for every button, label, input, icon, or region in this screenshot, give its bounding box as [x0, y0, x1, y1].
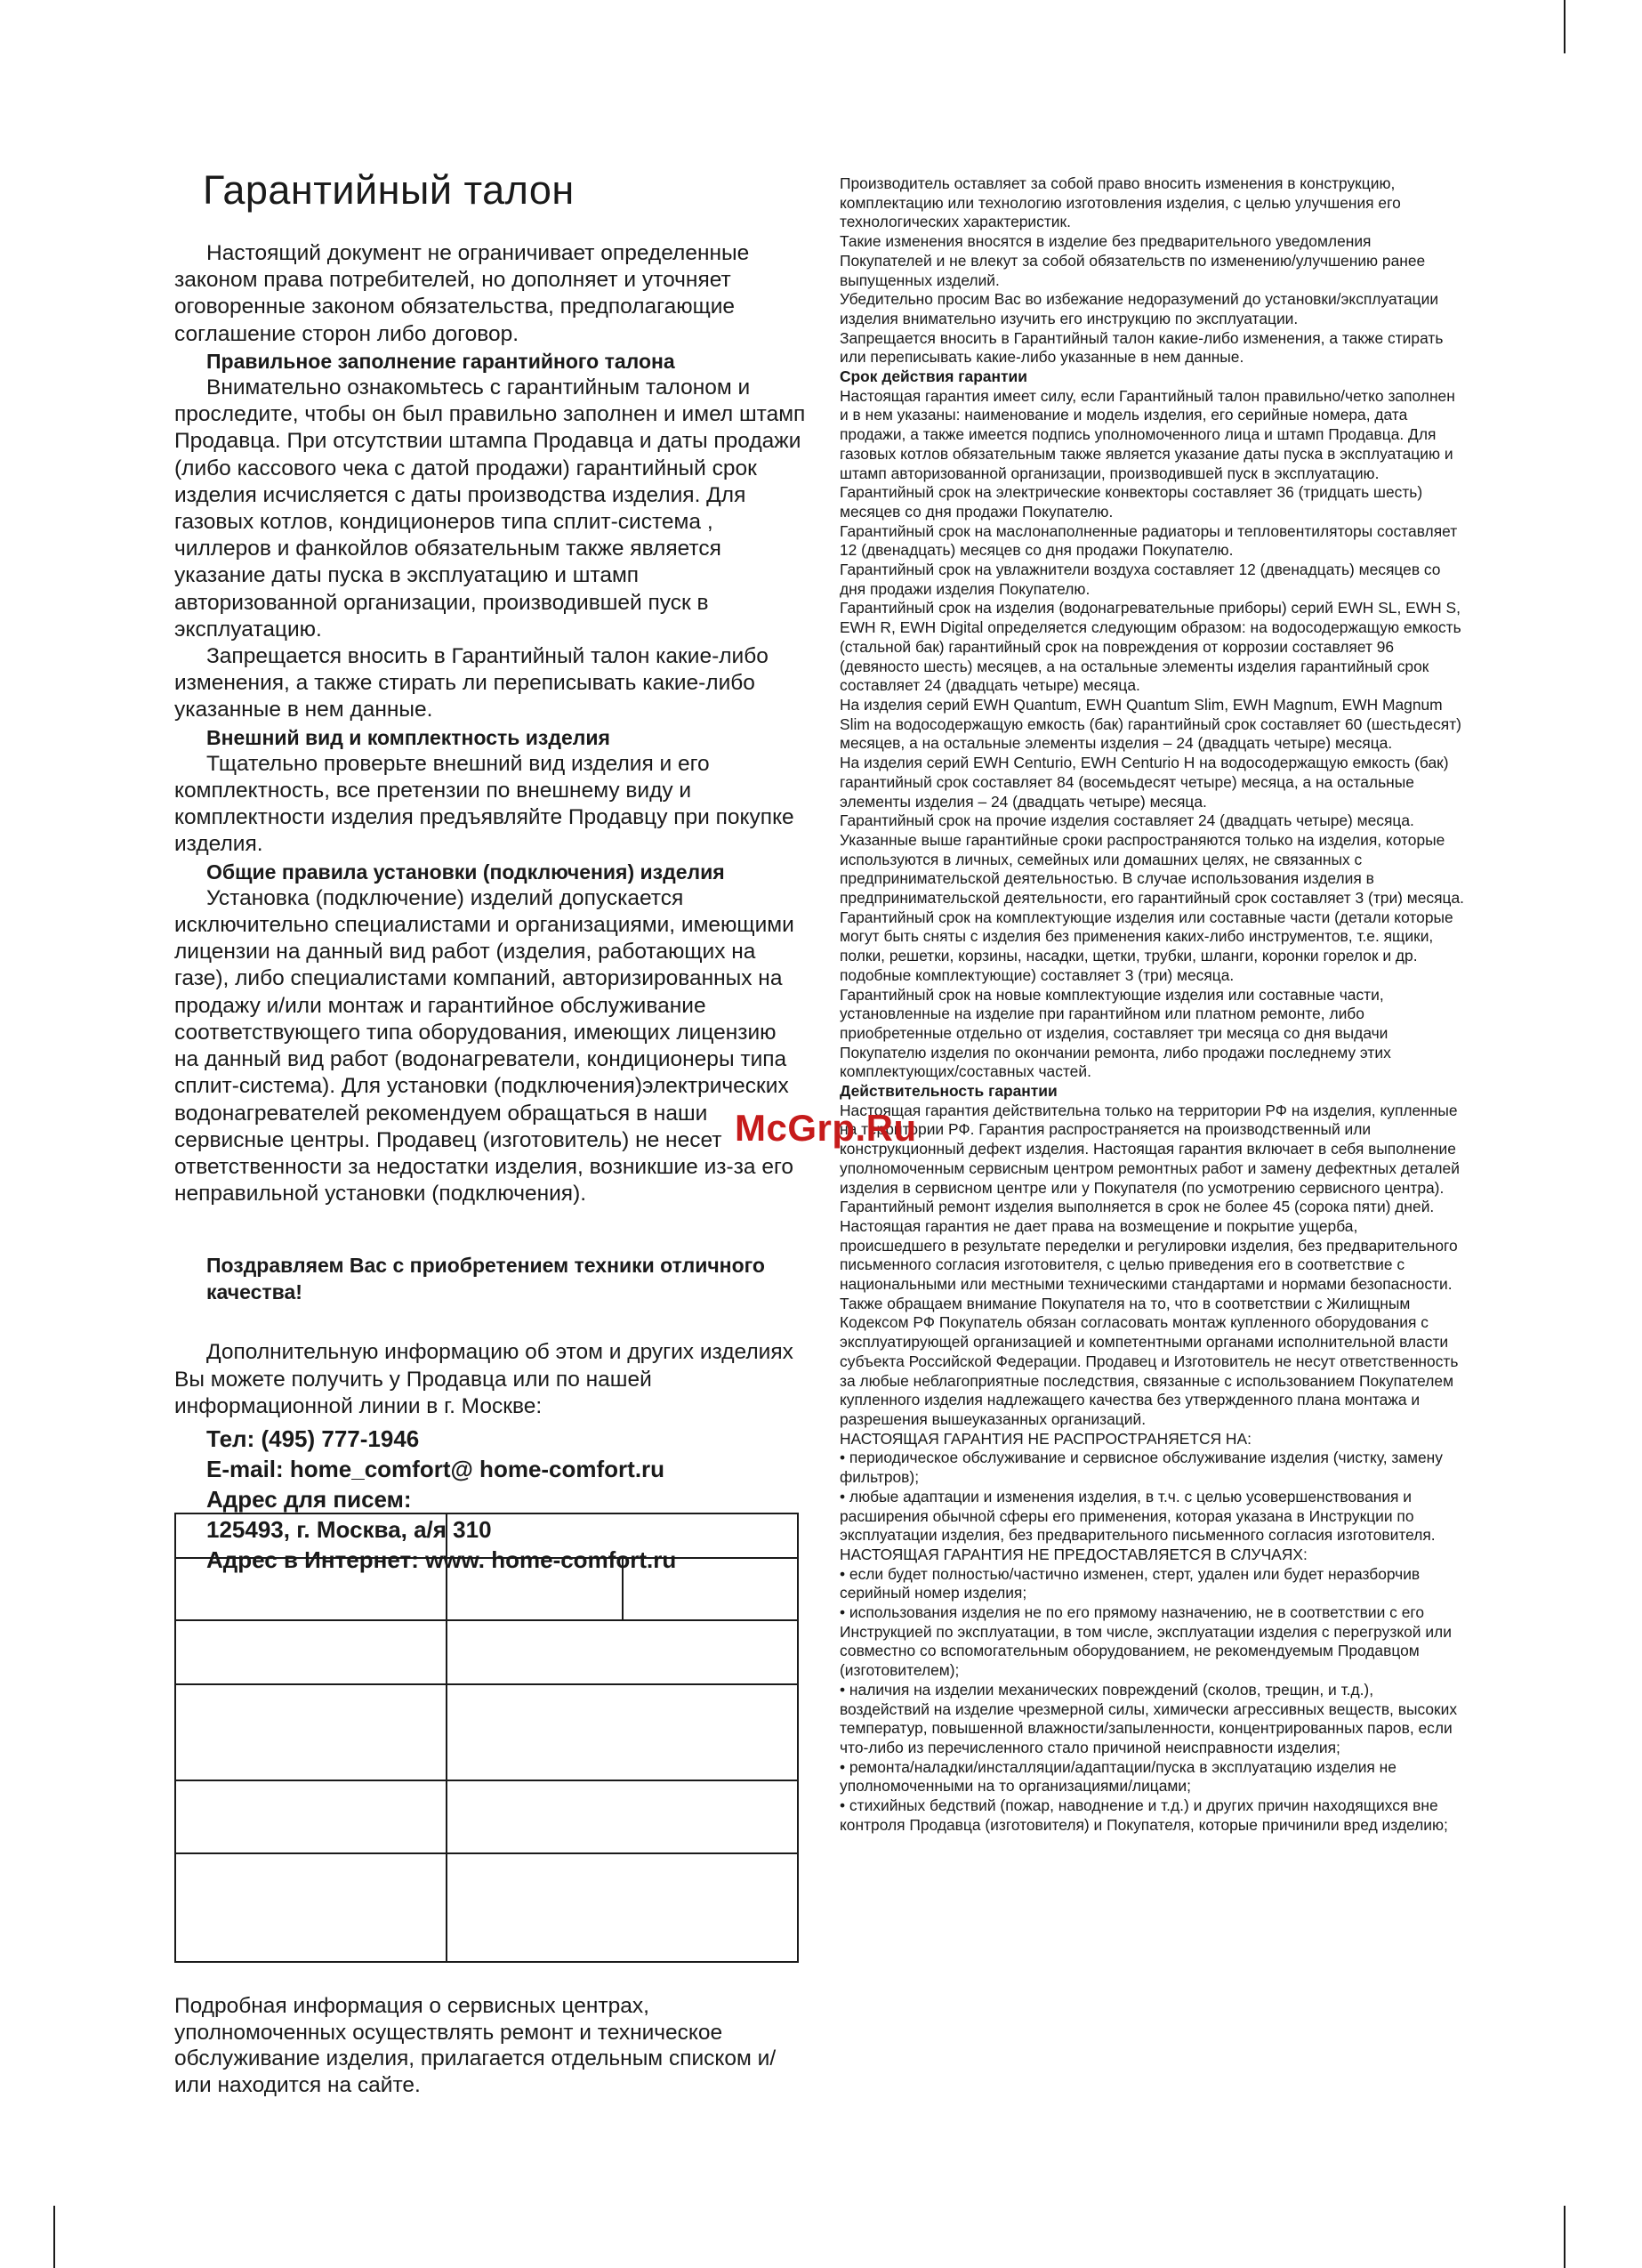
left-column	[174, 240, 806, 1575]
crop-mark-top-right	[1564, 0, 1566, 53]
contact-address-label: Адрес для писем:	[206, 1485, 412, 1513]
contact-email: E-mail: home_comfort@ home-comfort.ru	[206, 1455, 665, 1482]
not-covered-list	[840, 1449, 1466, 1546]
table-row-divider	[176, 1619, 797, 1621]
list-item: • если будет полностью/частично изменен, стерт, удален или будет неразборчив серийный номер изделия;	[840, 1564, 1421, 1602]
table-row-divider	[176, 1557, 797, 1559]
table-column-divider	[446, 1514, 447, 1963]
section-heading-appearance: Внешний вид и комплектность изделия	[206, 725, 610, 749]
section-heading-filling: Правильное заполнение гарантийного талона	[206, 349, 675, 373]
list-item: • ремонта/наладки/инсталляции/адаптации/пуска в эксплуатацию изделия не уполномоченными на то организациями/лицами;	[840, 1757, 1397, 1796]
components-term-paragraph: Гарантийный срок на комплектующие изделия или составные части (детали которые могут быть сняты с изделия без применения каких-либо инструментов, т.е. ящики, полки, решетки, корзины, насадки, щетки, трубки, шланги, коронки горелок и др. подобные комплектующие) составляет 3 (три) месяца.	[840, 908, 1453, 984]
changes-paragraph: Такие изменения вносятся в изделие без предварительного уведомления Покупателей и не влекут за собой обязательств по изменению/улучшению ранее выпущенных изделий.	[840, 232, 1426, 289]
list-item: • стихийных бедствий (пожар, наводнение и т.д.) и других причин находящихся вне контроля Продавца (изготовителя) и Покупателя, которые причинили вред изделию;	[840, 1796, 1448, 1834]
list-item: • наличия на изделии механических повреждений (сколов, трещин, и т.д.), воздействий на изделие чрезмерной силы, химически агрессивных веществ, высоких температур, повышенной влажности/запыленности, концентрированных паров, если что-либо из перечисленного стало причиной неисправности изделия;	[840, 1680, 1458, 1756]
page-title: Гарантийный талон	[203, 167, 575, 213]
table-row-divider	[176, 1683, 797, 1685]
crop-mark-bottom-left	[53, 2206, 55, 2268]
appearance-paragraph: Тщательно проверьте внешний вид изделия и его комплектность, все претензии по внешнему виду и комплектности изделия предъявляйте Продавцу при покупке изделия.	[174, 751, 794, 857]
business-use-paragraph: Указанные выше гарантийные сроки распространяются только на изделия, которые используются в личных, семейных или домашних целях, не связанных с предпринимательской деятельностью. В случае использования изделия в предпринимательской деятельности, его гарантийный срок составляет 3 (три) месяца.	[840, 830, 1465, 908]
warranty-fill-table	[174, 1513, 799, 1963]
service-centers-note: Подробная информация о сервисных центрах, уполномоченных осуществлять ремонт и техническое обслуживание изделия, прилагается отдельным списком и/или находится на сайте.	[174, 1994, 777, 2097]
rights-paragraph: Производитель оставляет за собой право вносить изменения в конструкцию, комплектацию или технологию изготовления изделия, с целью улучшения его технологических характеристик.	[840, 174, 1401, 231]
filling-paragraph: Внимательно ознакомьтесь с гарантийным талоном и проследите, чтобы он был правильно заполнен и имел штамп Продавца. При отсутствии штампа Продавца и даты продажи (либо кассового чека с датой продажи) гарантийный срок изделия исчисляется с даты производства изделия. Для газовых котлов, кондиционеров типа сплит-система , чиллеров и фанкойлов обязательным также является указание даты пуска в эксплуатацию и штамп авторизованной организации, производившей пуск в эксплуатацию.	[174, 375, 806, 642]
table-column-divider	[622, 1557, 624, 1619]
installation-paragraph: Установка (подключение) изделий допускается исключительно специалистами и организациями, имеющими лицензии на данный вид работ (изделия, работающих на газе), либо специалистами компаний, авторизированных на продажу и/или монтаж и гарантийное обслуживание соответствующего типа оборудования, имеющих лицензию на данный вид работ (водонагреватели, кондиционеры типа сплит-система). Для установки (подключения)электрических водонагревателей рекомендуем обращаться в наши сервисные центры. Продавец (изготовитель) не несет ответственности за недостатки изделия, возникшие из-за его неправильной установки (подключения).	[174, 885, 794, 1207]
table-row-divider	[176, 1852, 797, 1854]
ewh-quantum-term-paragraph: На изделия серий EWH Quantum, EWH Quantum Slim, EWH Magnum, EWH Magnum Slim на водосодержащую емкость (бак) гарантийный срок составляет 60 (шестьдесят) месяцев, а на остальные элементы изделия – 24 (двадцать четыре) месяца.	[840, 695, 1461, 753]
crop-mark-bottom-right	[1564, 2206, 1566, 2268]
prohibition-paragraph: Запрещается вносить в Гарантийный талон какие-либо изменения, а также стирать или переписывать какие-либо указанные в нем данные.	[840, 328, 1444, 367]
humidifiers-term-paragraph: Гарантийный срок на увлажнители воздуха составляет 12 (двенадцать) месяцев со дня продажи изделия Покупателю.	[840, 561, 1441, 598]
contact-website: Адрес в Интернет: www. home-comfort.ru	[206, 1546, 677, 1573]
territory-paragraph: Настоящая гарантия действительна только на территории РФ на изделия, купленные на территории РФ. Гарантия распространяется на производственный или конструкционный дефект изделия. Настоящая гарантия включает в себя выполнение уполномоченным сервисным центром ремонтных работ и замену дефектных деталей изделия в сервисном центре или у Покупателя (по усмотрению сервисного центра). Гарантийный ремонт изделия выполняется в срок не более 45 (сорока пяти) дней.	[840, 1101, 1460, 1216]
convectors-term-paragraph: Гарантийный срок на электрические конвекторы составляет 36 (тридцать шесть) месяцев со дня продажи Покупателю.	[840, 483, 1423, 521]
list-item: • периодическое обслуживание и сервисное обслуживание изделия (чистку, замену фильтров);	[840, 1449, 1443, 1487]
contact-address: 125493, г. Москва, а/я 310	[206, 1515, 492, 1543]
heading-not-covered: НАСТОЯЩАЯ ГАРАНТИЯ НЕ РАСПРОСТРАНЯЕТСЯ НА:	[840, 1429, 1252, 1448]
liability-paragraph: Настоящая гарантия не дает права на возмещение и покрытие ущерба, происшедшего в результате переделки и регулировки изделия, без предварительного письменного согласия изготовителя, с целью приведения его в соответствие с национальными или местными техническими стандартами и нормами безопасности. Также обращаем внимание Покупателя на то, что в соответствии с Жилищным Кодексом РФ Покупатель обязан согласовать монтаж купленного оборудования с эксплуатирующей организацией и компетентными органами исполнительной власти субъекта Российской Федерации. Продавец и Изготовитель не несут ответственность за любые неблагоприятные последствия, связанные с использованием Покупателем купленного изделия надлежащего качества без утвержденного плана монтажа и разрешения вышеуказанных организаций.	[840, 1216, 1459, 1428]
not-provided-list	[840, 1565, 1466, 1836]
more-info-paragraph: Дополнительную информацию об этом и других изделиях Вы можете получить у Продавца или по нашей информационной линии в г. Москве:	[174, 1340, 793, 1418]
heading-warranty-validity: Действительность гарантии	[840, 1082, 1058, 1101]
list-item: • любые адаптации и изменения изделия, в т.ч. с целью усовершенствования и расширения обычной сферы его применения, которая указана в Инструкции по эксплуатации изделия, без предварительного письменного согласия изготовителя.	[840, 1487, 1436, 1545]
validity-conditions-paragraph: Настоящая гарантия имеет силу, если Гарантийный талон правильно/четко заполнен и в нем указаны: наименование и модель изделия, его серийные номера, дата продажи, а также имеется подпись уполномоченного лица и штамп Продавца. Для газовых котлов обязательным также является указание даты пуска в эксплуатацию и штамп авторизованной организации, производившей пуск в эксплуатацию.	[840, 386, 1455, 482]
congratulations-text: Поздравляем Вас с приобретением техники отличного качества!	[206, 1254, 765, 1304]
watermark: McGrp.Ru	[735, 1107, 917, 1149]
table-row-divider	[176, 1780, 797, 1781]
new-components-term-paragraph: Гарантийный срок на новые комплектующие изделия или составные части, установленные на изделие при гарантийном или платном ремонте, либо приобретенные отдельно от изделия, составляет три месяца со дня выдачи Покупателю изделия по окончании ремонта, либо продажи последнему этих комплектующих/составных частей.	[840, 985, 1391, 1081]
filling-prohibition-paragraph: Запрещается вносить в Гарантийный талон какие-либо изменения, а также стирать ли переписывать какие-либо указанные в нем данные.	[174, 644, 769, 722]
heading-not-provided: НАСТОЯЩАЯ ГАРАНТИЯ НЕ ПРЕДОСТАВЛЯЕТСЯ В СЛУЧАЯХ:	[840, 1545, 1308, 1563]
radiators-term-paragraph: Гарантийный срок на маслонаполненные радиаторы и тепловентиляторы составляет 12 (двенадцать) месяцев со дня продажи Покупателю.	[840, 521, 1458, 560]
contact-phone: Тел: (495) 777-1946	[206, 1425, 420, 1452]
right-column	[840, 174, 1466, 1835]
instructions-paragraph: Убедительно просим Вас во избежание недоразумений до установки/эксплуатации изделия внимательно изучить его инструкцию по эксплуатации.	[840, 290, 1439, 327]
heading-warranty-period: Срок действия гарантии	[840, 367, 1027, 386]
ewh-series-term-paragraph: Гарантийный срок на изделия (водонагревательные приборы) серий EWH SL, EWH S, EWH R, EWH Digital определяется следующим образом: на водосодержащую емкость (стальной бак) гарантийный срок на повреждения от коррозии составляет 96 (девяносто шесть) месяцев, а на остальные элементы изделия гарантийный срок составляет 24 (двадцать четыре) месяца.	[840, 599, 1461, 695]
list-item: • использования изделия не по его прямому назначению, не в соответствии с его Инструкцией по эксплуатации, в том числе, эксплуатации изделия с перегрузкой или совместно со вспомогательным оборудованием, не рекомендуемым Продавцом (изготовителем);	[840, 1603, 1452, 1680]
section-heading-installation: Общие правила установки (подключения) изделия	[206, 860, 725, 884]
intro-paragraph: Настоящий документ не ограничивает определенные законом права потребителей, но дополняет и уточняет оговоренные законом обязательства, предполагающие соглашение сторон либо договор.	[174, 241, 750, 346]
other-products-term-paragraph: Гарантийный срок на прочие изделия составляет 24 (двадцать четыре) месяца.	[840, 811, 1414, 830]
ewh-centurio-term-paragraph: На изделия серий EWH Centurio, EWH Centurio H на водосодержащую емкость (бак) гарантийный срок составляет 84 (восемьдесят четыре) месяца, а на остальные элементы изделия – 24 (двадцать четыре) месяца.	[840, 754, 1449, 811]
